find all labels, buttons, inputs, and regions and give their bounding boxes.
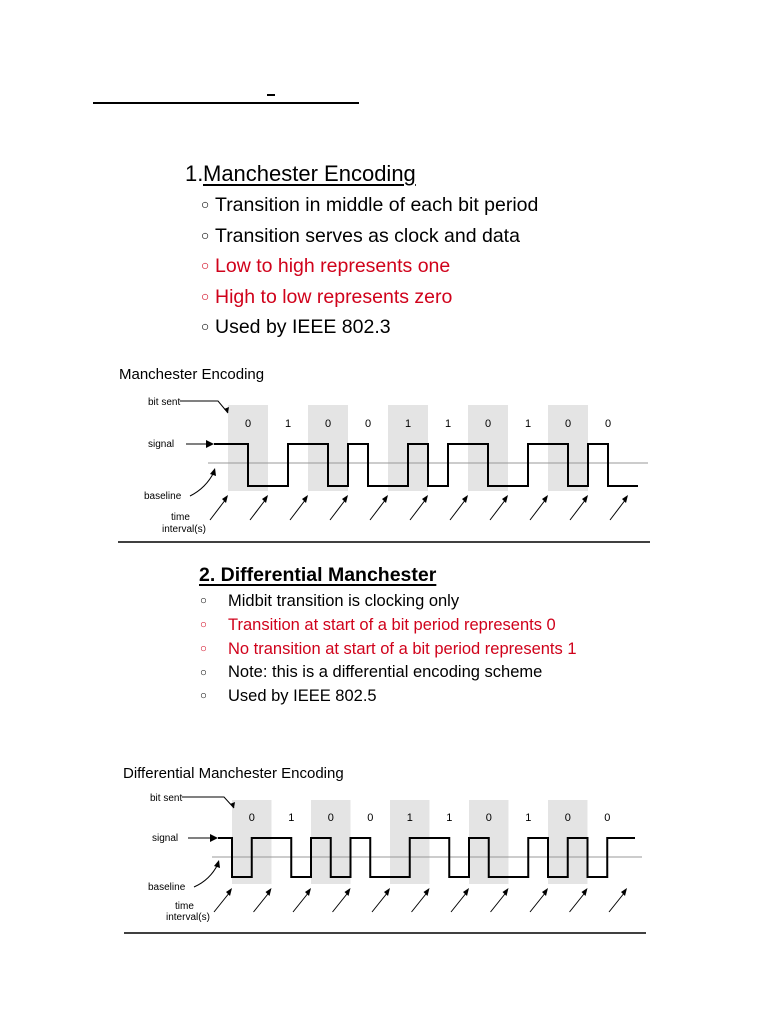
bullet-item — [200, 638, 589, 662]
section-manchester — [185, 160, 605, 343]
bit-label: 0 — [244, 418, 252, 430]
time-arrowhead — [422, 495, 428, 503]
bit-label: 1 — [446, 812, 453, 824]
section-differential-manchester — [199, 562, 589, 709]
bullet-text: Transition at start of a bit period represents 0 — [228, 615, 556, 634]
time-arrow — [610, 499, 626, 520]
time-arrow — [410, 499, 426, 520]
section-title-text: Manchester Encoding — [203, 161, 416, 186]
manchester-diagram — [118, 360, 650, 545]
time-label: time — [175, 901, 194, 912]
baseline-arrow — [194, 864, 218, 887]
time-arrowhead — [384, 888, 390, 896]
bit-label: 1 — [404, 418, 412, 430]
signal-label: signal — [152, 833, 179, 844]
bit-label: 0 — [248, 812, 255, 824]
time-arrowhead — [305, 888, 311, 896]
bullet-icon: ○ — [200, 666, 207, 679]
baseline-arrowhead — [214, 860, 220, 868]
time-arrowhead — [382, 495, 388, 503]
time-arrowhead — [262, 495, 268, 503]
bullet-item — [201, 190, 605, 221]
bit-sent-label: bit sent — [148, 397, 181, 408]
differential-manchester-diagram-svg — [120, 760, 648, 936]
time-arrowhead — [345, 888, 351, 896]
time-arrow — [412, 892, 428, 912]
time-arrowhead — [462, 495, 468, 503]
time-arrow — [333, 892, 349, 912]
bullet-item — [200, 661, 589, 685]
bullet-item — [201, 282, 605, 313]
time-arrowhead — [226, 888, 232, 896]
time-arrow — [372, 892, 388, 912]
time-arrow — [250, 499, 266, 520]
bit-label: 0 — [604, 418, 612, 430]
bullet-icon: ○ — [201, 197, 210, 212]
bullet-item — [200, 614, 589, 638]
bullet-item — [201, 221, 605, 252]
time-arrow-group — [214, 888, 627, 912]
section-number: 1. — [185, 161, 204, 186]
time-arrow — [370, 499, 386, 520]
time-arrow — [293, 892, 309, 912]
bit-sent-label: bit sent — [150, 793, 183, 804]
section-title-text: 2. Differential Manchester — [199, 564, 437, 586]
time-arrow — [451, 892, 467, 912]
bullet-icon: ○ — [201, 258, 210, 274]
bullet-icon: ○ — [201, 319, 210, 335]
bit-label: 0 — [484, 418, 492, 430]
bullet-icon: ○ — [200, 619, 207, 632]
bullet-icon: ○ — [200, 595, 207, 608]
time-arrowhead — [222, 495, 228, 503]
bullet-icon: ○ — [201, 288, 210, 304]
signal-arrowhead — [206, 440, 214, 448]
bullet-text: High to low represents zero — [215, 285, 453, 308]
time-arrow — [530, 892, 546, 912]
bullet-item — [201, 312, 605, 343]
bit-sent-arrow — [182, 797, 234, 808]
bit-label: 1 — [524, 418, 532, 430]
time-arrow — [450, 499, 466, 520]
bit-label: 0 — [324, 418, 332, 430]
bit-label: 0 — [367, 812, 374, 824]
time-label: time — [171, 512, 190, 523]
time-arrowhead — [582, 495, 588, 503]
bullet-text: Used by IEEE 802.3 — [215, 316, 391, 339]
signal-label: signal — [148, 439, 175, 450]
time-arrowhead — [542, 495, 548, 503]
time-arrow — [570, 892, 586, 912]
time-arrow — [570, 499, 586, 520]
bit-label: 1 — [288, 812, 295, 824]
manchester-diagram-svg — [118, 360, 650, 545]
bit-label: 0 — [327, 812, 334, 824]
baseline-arrow — [190, 472, 214, 496]
bit-label: 1 — [444, 418, 452, 430]
bit-label: 0 — [564, 418, 572, 430]
section-title — [185, 160, 605, 188]
differential-manchester-diagram — [120, 760, 648, 936]
time-arrowhead — [622, 495, 628, 503]
time-arrowhead — [621, 888, 627, 896]
bullet-text: Midbit transition is clocking only — [228, 592, 460, 610]
time-arrow — [491, 892, 507, 912]
baseline-label: baseline — [148, 882, 186, 893]
bullet-item — [200, 685, 589, 709]
time-arrowhead — [266, 888, 272, 896]
bullet-text: Low to high represents one — [215, 255, 451, 278]
time-arrow-group — [210, 495, 628, 520]
bit-label: 0 — [564, 812, 571, 824]
top-dash — [267, 94, 275, 96]
bullet-list — [185, 190, 605, 343]
bit-label: 0 — [604, 812, 611, 824]
diagram-title: Differential Manchester Encoding — [123, 765, 344, 782]
time-arrowhead — [582, 888, 588, 896]
time-arrowhead — [342, 495, 348, 503]
time-arrow — [210, 499, 226, 520]
section-title — [199, 562, 589, 588]
time-arrowhead — [302, 495, 308, 503]
bullet-item — [201, 251, 605, 282]
time-arrow — [609, 892, 625, 912]
time-arrowhead — [542, 888, 548, 896]
time-arrowhead — [463, 888, 469, 896]
time-arrow — [214, 892, 230, 912]
bullet-text: Used by IEEE 802.5 — [228, 687, 377, 706]
bullet-text: Transition serves as clock and data — [215, 224, 520, 247]
bullet-icon: ○ — [200, 690, 207, 703]
bit-label: 1 — [525, 812, 532, 824]
bullet-text: Transition in middle of each bit period — [215, 194, 539, 217]
time-arrow — [330, 499, 346, 520]
time-arrowhead — [503, 888, 509, 896]
time-arrow — [290, 499, 306, 520]
signal-arrowhead — [210, 834, 218, 842]
bit-label: 0 — [485, 812, 492, 824]
interval-label: interval(s) — [166, 912, 210, 923]
diagram-title: Manchester Encoding — [119, 366, 265, 383]
time-arrowhead — [424, 888, 430, 896]
bit-sent-arrow — [180, 401, 228, 413]
bullet-icon: ○ — [200, 642, 207, 655]
bit-label: 1 — [284, 418, 292, 430]
interval-label: interval(s) — [162, 524, 206, 535]
bullet-item — [200, 590, 589, 614]
bullet-text: Note: this is a differential encoding scheme — [228, 663, 543, 682]
bullet-text: No transition at start of a bit period represents 1 — [228, 639, 577, 658]
time-arrow — [530, 499, 546, 520]
bullet-list — [199, 590, 589, 709]
time-arrow — [254, 892, 270, 912]
bit-label: 0 — [364, 418, 372, 430]
top-rule — [93, 102, 359, 104]
bullet-icon: ○ — [201, 227, 210, 243]
baseline-label: baseline — [144, 491, 182, 502]
bit-label: 1 — [406, 812, 413, 824]
baseline-arrowhead — [210, 468, 216, 476]
time-arrow — [490, 499, 506, 520]
time-arrowhead — [502, 495, 508, 503]
